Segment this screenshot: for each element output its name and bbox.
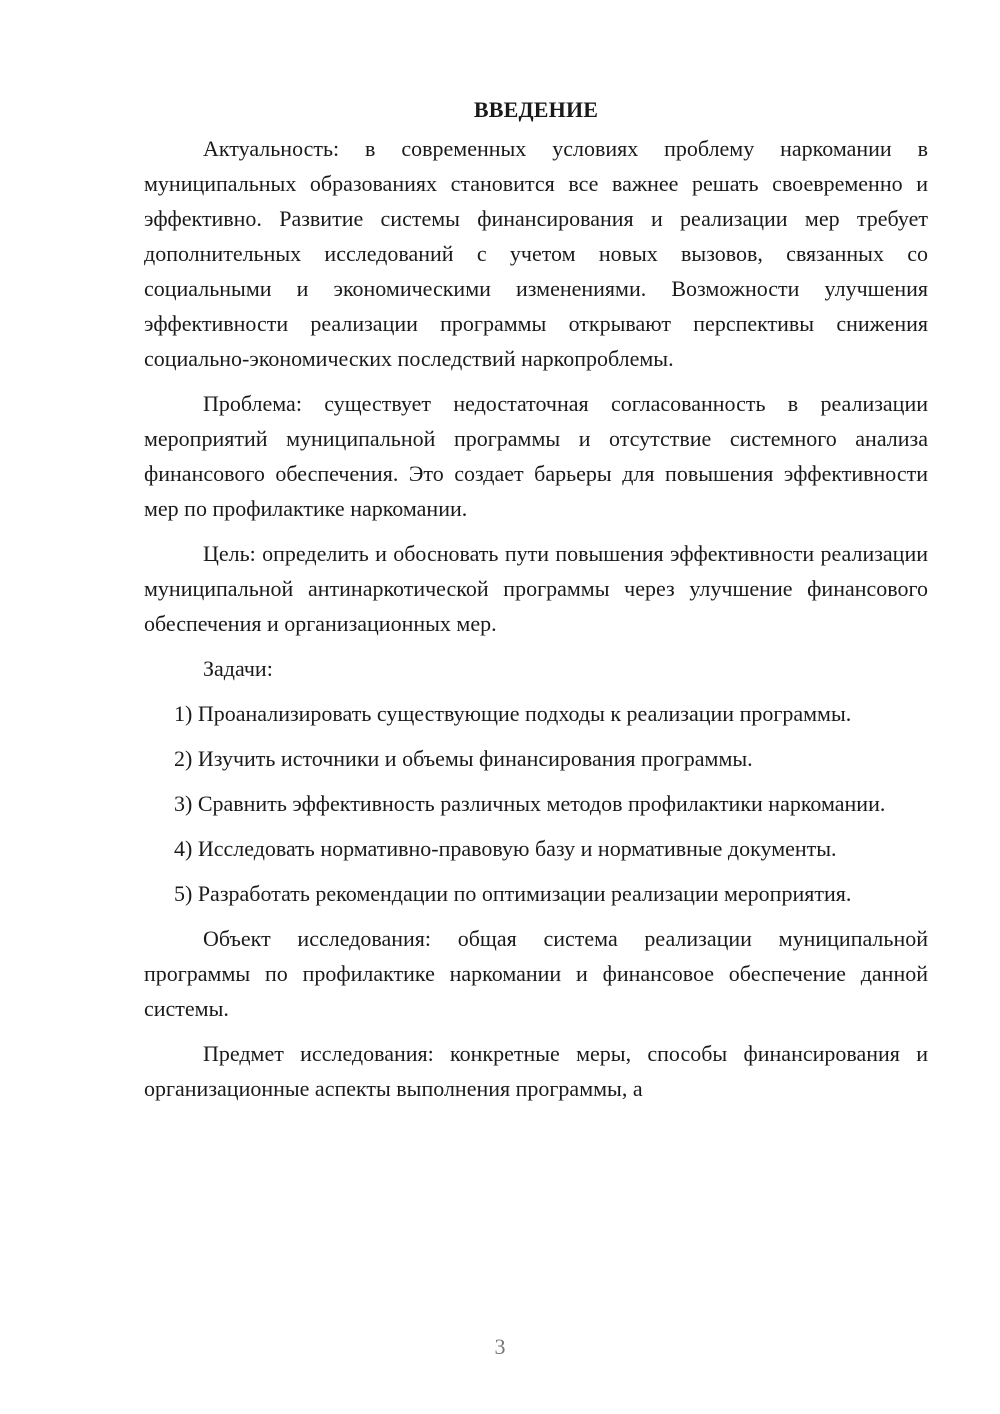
task-item-5: 5) Разработать рекомендации по оптимизации реализации мероприятия. xyxy=(174,881,852,906)
page-number: 3 xyxy=(494,1334,506,1359)
task-item-3: 3) Сравнить эффективность различных методов профилактики наркомании. xyxy=(174,791,886,816)
task-item-2: 2) Изучить источники и объемы финансирования программы. xyxy=(174,746,753,771)
task-item-4: 4) Исследовать нормативно-правовую базу и нормативные документы. xyxy=(174,836,837,861)
goal-paragraph: Цель: определить и обосновать пути повышения эффективности реализации муниципальной антинаркотической программы через улучшение финансового обеспечения и организационных мер. xyxy=(144,541,928,636)
section-title: ВВЕДЕНИЕ xyxy=(473,97,599,122)
tasks-heading: Задачи: xyxy=(203,656,273,681)
document-page xyxy=(144,92,928,1106)
task-item-1: 1) Проанализировать существующие подходы к реализации программы. xyxy=(174,701,852,726)
subject-paragraph: Предмет исследования: конкретные меры, способы финансирования и организационные аспекты выполнения программы, а xyxy=(144,1041,928,1101)
relevance-paragraph: Актуальность: в современных условиях проблему наркомании в муниципальных образованиях становится все важнее решать своевременно и эффективно. Развитие системы финансирования и реализации мер требует дополнительных исследований с учетом новых вызовов, связанных со социальными и экономическими изменениями. Возможности улучшения эффективности реализации программы открывают перспективы снижения социально-экономических последствий наркопроблемы. xyxy=(144,136,928,371)
problem-paragraph: Проблема: существует недостаточная согласованность в реализации мероприятий муниципальной программы и отсутствие системного анализа финансового обеспечения. Это создает барьеры для повышения эффективности мер по профилактике наркомании. xyxy=(144,391,928,521)
object-paragraph: Объект исследования: общая система реализации муниципальной программы по профилактике наркомании и финансовое обеспечение данной системы. xyxy=(144,926,928,1021)
